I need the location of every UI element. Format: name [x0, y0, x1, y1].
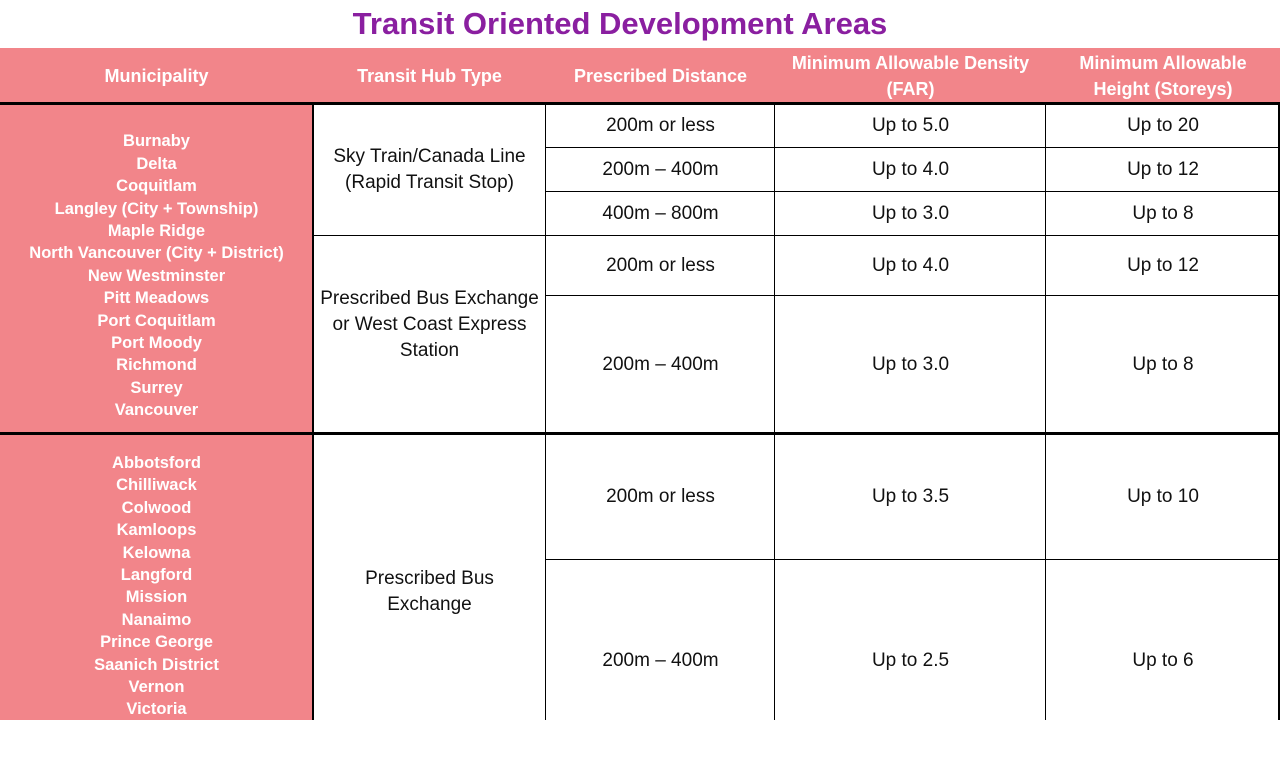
municipality-name: Vernon — [128, 678, 185, 697]
density-cell: Up to 4.0 — [871, 159, 950, 180]
height-cell: Up to 8 — [1132, 203, 1194, 224]
hub-type-line: Station — [399, 340, 460, 361]
municipality-name: Saanich District — [94, 655, 219, 674]
hub-type-cell — [313, 104, 546, 236]
density-cell: Up to 3.0 — [871, 203, 950, 224]
municipality-name: North Vancouver (City + District) — [29, 244, 284, 263]
column-divider — [312, 104, 314, 720]
hub-type-line: Exchange — [387, 594, 472, 615]
hub-type-line: or West Coast Express — [332, 314, 527, 335]
distance-cell: 400m – 800m — [602, 203, 719, 224]
municipality-name: Kamloops — [116, 521, 197, 540]
municipality-list-group-1 — [0, 104, 313, 434]
row-divider — [546, 295, 1280, 296]
municipality-name: Langley (City + Township) — [54, 199, 259, 218]
header-hub-type: Transit Hub Type — [313, 48, 546, 104]
hub-type-line: Prescribed Bus Exchange — [320, 288, 539, 309]
header-distance: Prescribed Distance — [546, 48, 775, 104]
municipality-name: Delta — [136, 154, 177, 173]
height-cell: Up to 8 — [1132, 354, 1194, 375]
header-bottom-border — [0, 102, 1280, 105]
header-density-line1: Minimum Allowable Density — [791, 53, 1030, 73]
municipality-name: Mission — [125, 588, 188, 607]
hub-type-line: (Rapid Transit Stop) — [345, 172, 514, 193]
municipality-name: Port Moody — [111, 334, 202, 353]
hub-type-line: Sky Train/Canada Line — [333, 146, 526, 167]
municipality-name: Chilliwack — [116, 476, 197, 495]
height-cell: Up to 6 — [1132, 650, 1194, 671]
distance-cell: 200m or less — [606, 486, 715, 507]
density-cell: Up to 4.0 — [871, 255, 950, 276]
municipality-name: Vancouver — [114, 401, 199, 420]
municipality-name: New Westminster — [87, 266, 226, 285]
row-divider — [546, 147, 1280, 148]
density-cell: Up to 2.5 — [871, 650, 950, 671]
municipality-name: Richmond — [116, 356, 197, 375]
header-height-line1: Minimum Allowable — [1079, 53, 1247, 73]
municipality-name: Pitt Meadows — [103, 289, 210, 308]
height-cell: Up to 12 — [1127, 159, 1199, 180]
height-cell: Up to 20 — [1127, 115, 1199, 136]
row-divider — [546, 559, 1280, 560]
municipality-name: Maple Ridge — [107, 221, 206, 240]
municipality-name: Colwood — [121, 498, 192, 517]
hub-type-line: Prescribed Bus — [365, 568, 494, 589]
municipality-name: Prince George — [100, 633, 213, 652]
density-cell: Up to 3.0 — [871, 354, 950, 375]
hub-type-cell — [313, 434, 546, 720]
header-density — [775, 48, 1046, 104]
distance-cell: 200m or less — [606, 255, 715, 276]
density-cell: Up to 3.5 — [871, 486, 950, 507]
column-divider — [545, 104, 546, 720]
header-height — [1046, 48, 1280, 104]
row-divider — [313, 235, 1280, 236]
column-divider — [1045, 104, 1046, 720]
distance-cell: 200m – 400m — [602, 354, 719, 375]
distance-cell: 200m – 400m — [602, 650, 719, 671]
height-cell: Up to 12 — [1127, 255, 1199, 276]
distance-cell: 200m or less — [606, 115, 715, 136]
municipality-name: Kelowna — [122, 543, 191, 562]
municipality-name: Surrey — [130, 378, 183, 397]
municipality-name: Nanaimo — [121, 610, 192, 629]
header-density-line2: (FAR) — [886, 79, 935, 99]
municipality-list-group-2 — [0, 434, 313, 720]
municipality-name: Burnaby — [123, 132, 190, 151]
hub-type-cell — [313, 236, 546, 434]
distance-cell: 200m – 400m — [602, 159, 719, 180]
density-cell: Up to 5.0 — [871, 115, 950, 136]
height-cell: Up to 10 — [1127, 486, 1199, 507]
row-divider — [546, 191, 1280, 192]
header-municipality: Municipality — [0, 48, 313, 104]
header-height-line2: Height (Storeys) — [1093, 79, 1233, 99]
municipality-name: Langford — [120, 566, 193, 585]
group-divider — [0, 432, 1280, 435]
page-title: Transit Oriented Development Areas — [352, 6, 888, 41]
municipality-name: Coquitlam — [116, 177, 197, 196]
municipality-name: Port Coquitlam — [97, 311, 216, 330]
municipality-name: Abbotsford — [112, 454, 201, 472]
municipality-name: Victoria — [126, 700, 187, 719]
column-divider — [774, 104, 775, 720]
